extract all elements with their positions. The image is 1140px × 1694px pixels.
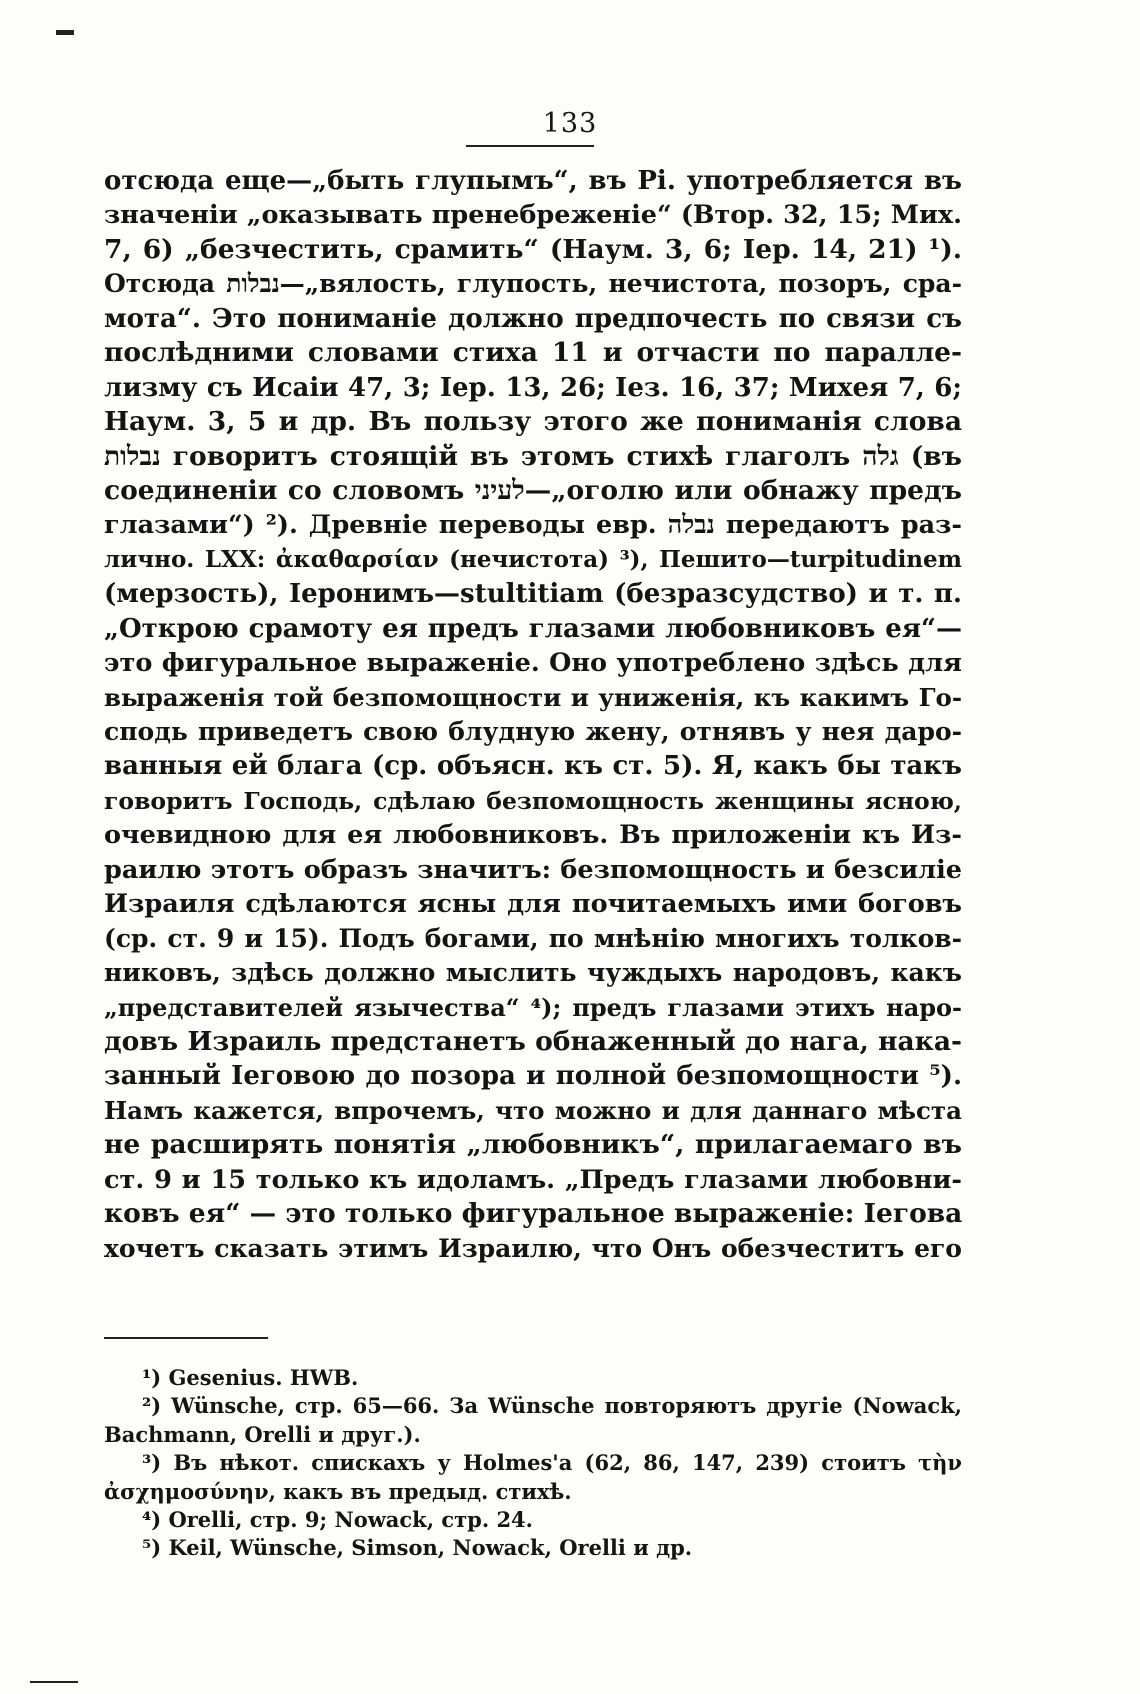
text-line: ст. 9 и 15 только къ идоламъ. „Предъ глазами любовни- (104, 1164, 962, 1195)
text-line: сподь приведетъ свою блудную жену, отнявъ у нея даро- (104, 717, 962, 746)
footnote-4: ⁴) Orelli, стр. 9; Nowack, стр. 24. (142, 1506, 533, 1532)
text-line: (ср. ст. 9 и 15). Подъ богами, по мнѣнію многихъ толков- (104, 923, 962, 953)
text-line: Наум. 3, 5 и др. Въ пользу этого же пониманія слова (104, 406, 962, 438)
text-line: хочетъ сказать этимъ Израилю, что Онъ обезчеститъ его (104, 1233, 962, 1263)
body-text (104, 164, 962, 1266)
text-line: Израиля сдѣлаются ясны для почитаемыхъ ими боговъ (104, 889, 962, 920)
footnote-2-cont: Bachmann, Orelli и друг.). (104, 1421, 421, 1447)
footnotes (104, 1364, 962, 1563)
text-line: (мерзость), Іеронимъ—stultitiam (безразсудство) и т. п. (104, 579, 962, 610)
text-line: очевидною для ея любовниковъ. Въ приложеніи къ Из- (104, 820, 962, 851)
text-line: Намъ кажется, впрочемъ, что можно и для даннаго мѣста (104, 1095, 962, 1125)
text-line: мота“. Это пониманіе должно предпочесть по связи съ (104, 303, 962, 334)
text-line: נבלות говоритъ стоящій въ этомъ стихѣ глаголъ גלה (въ (104, 440, 962, 472)
text-line: „представителей язычества“ ⁴); предъ глазами этихъ наро- (104, 992, 962, 1022)
scan-mark-top-left (56, 30, 74, 35)
text-line: занный Іеговою до позора и полной безпомощности ⁵). (104, 1061, 962, 1092)
footnote-3-cont: ἀσχημοσύνην, какъ въ предыд. стихѣ. (104, 1478, 572, 1504)
page-number: 133 (542, 108, 598, 139)
text-line: „Открою срамоту ея предъ глазами любовниковъ ея“— (104, 613, 962, 644)
footnote-3: ³) Въ нѣкот. спискахъ у Holmes'а (62, 86, 147, 239) стоитъ τὴν (142, 1450, 962, 1476)
text-line: Отсюда נבלות—„вялость, глупость, нечистота, позоръ, сра- (104, 269, 962, 299)
text-line: соединеніи со словомъ לעיני—„оголю или обнажу предъ (104, 474, 962, 506)
footnote-1: ¹) Gesenius. HWB. (142, 1365, 359, 1390)
page-number-rule (466, 145, 594, 147)
text-line: ванныя ей блага (ср. объясн. къ ст. 5). Я, какъ бы такъ (104, 751, 962, 782)
text-line: отсюда еще—„быть глупымъ“, въ Pi. употребляется въ (104, 166, 962, 196)
text-line: значеніи „оказывать пренебреженіе“ (Втор. 32, 15; Мих. (104, 200, 962, 231)
text-line: глазами“) ²). Древніе переводы евр. נבלה передаютъ раз- (104, 510, 962, 541)
text-line: послѣдними словами стиха 11 и отчасти по паралле- (104, 337, 962, 369)
text-line: никовъ, здѣсь должно мыслить чуждыхъ народовъ, какъ (104, 958, 962, 988)
text-line: лично. LXX: ἀκαθαρσίαν (нечистота) ³), Пешито—turpitudinem (104, 545, 962, 573)
text-line: выраженія той безпомощности и униженія, къ какимъ Го- (104, 682, 962, 712)
text-line: ковъ ея“ — это только фигуральное выраженіе: Іегова (104, 1198, 963, 1230)
text-line: довъ Израиль предстанетъ обнаженный до нага, нака- (104, 1025, 962, 1057)
scan-mark-bottom-left (30, 1681, 78, 1683)
text-line: лизму съ Исаіи 47, 3; Іер. 13, 26; Іез. 16, 37; Михея 7, 6; (104, 372, 962, 403)
text-line: 7, 6) „безчестить, срамить“ (Наум. 3, 6; Іер. 14, 21) ¹). (104, 233, 962, 265)
text-line: не расширять понятія „любовникъ“, прилагаемаго въ (104, 1129, 962, 1161)
footnote-5: ⁵) Keil, Wünsche, Simson, Nowack, Orelli и др. (142, 1535, 693, 1561)
text-line: раилю этотъ образъ значитъ: безпомощность и безсиліе (104, 854, 962, 885)
footnote-2: ²) Wünsche, стр. 65—66. За Wünsche повторяютъ другіе (Nowack, (142, 1393, 962, 1419)
text-line: это фигуральное выраженіе. Оно употреблено здѣсь для (104, 648, 962, 679)
text-line: говоритъ Господь, сдѣлаю безпомощность женщины ясною, (104, 786, 962, 815)
footnote-separator (104, 1337, 268, 1339)
